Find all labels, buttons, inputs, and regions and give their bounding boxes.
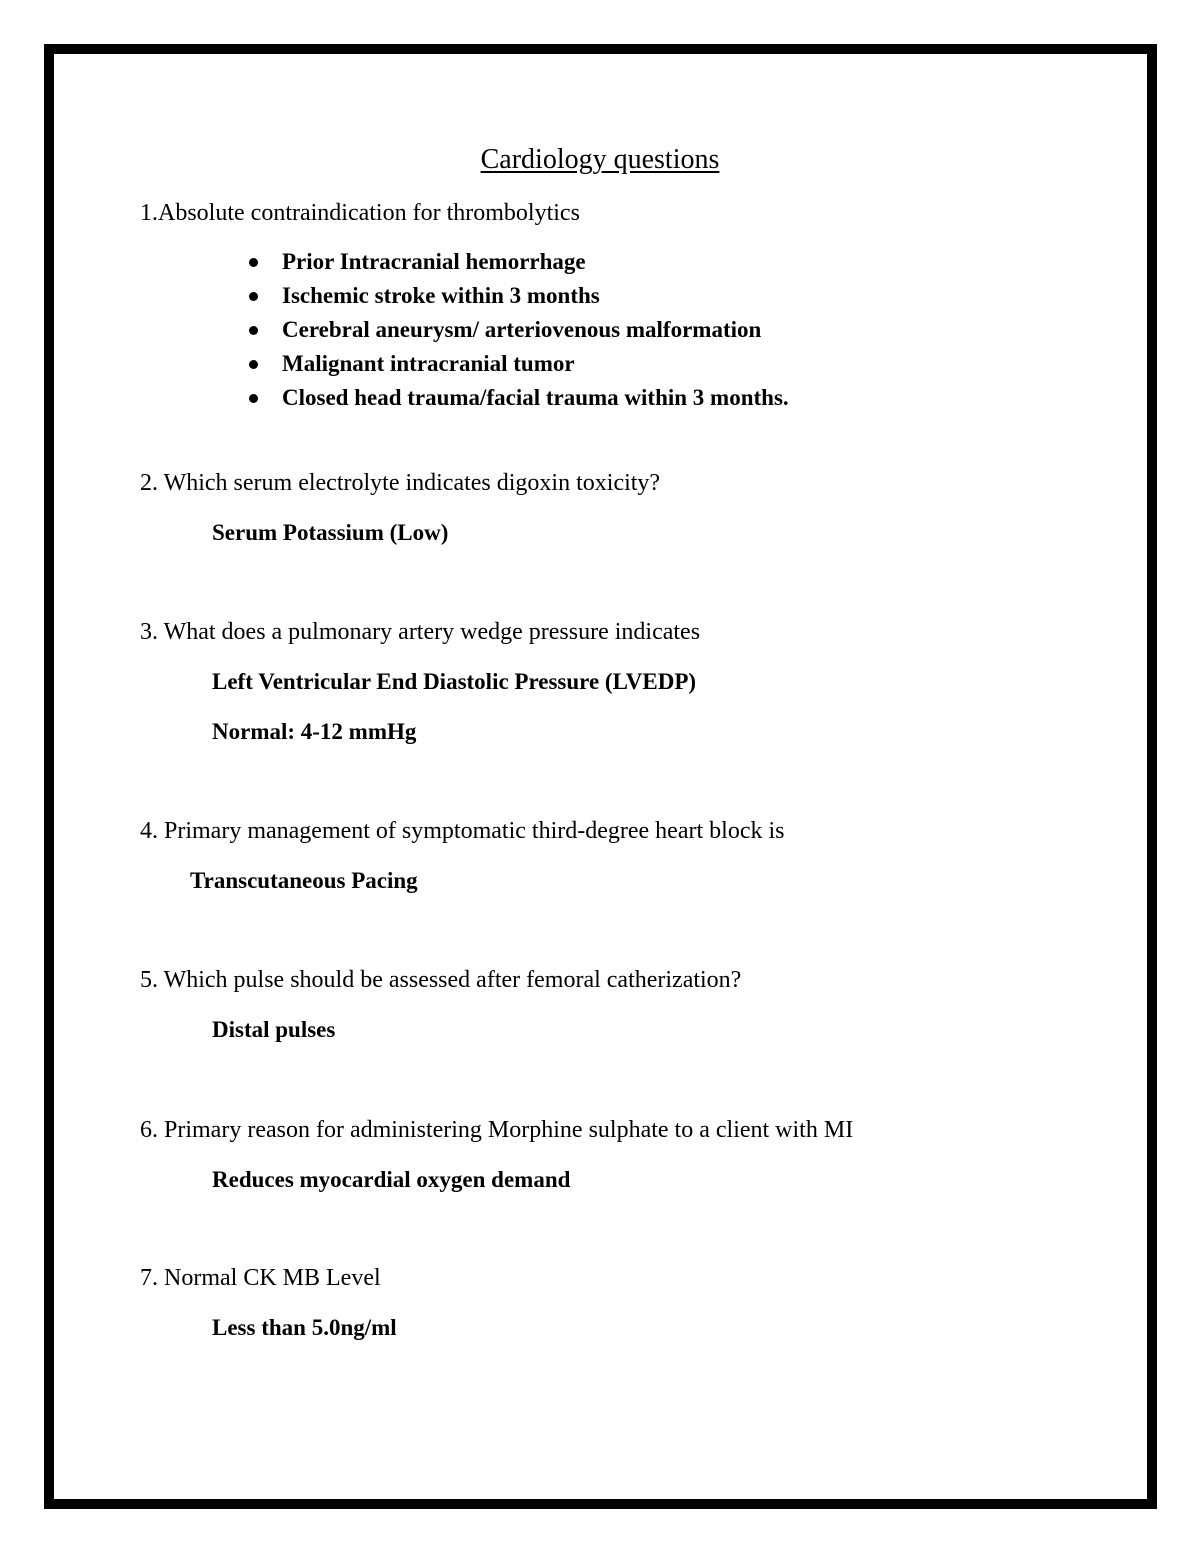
list-item-text: Malignant intracranial tumor [282, 351, 575, 376]
question-6: 6. Primary reason for administering Morphine sulphate to a client with MI [140, 1117, 854, 1143]
question-4: 4. Primary management of symptomatic third-degree heart block is [140, 818, 785, 844]
list-item-text: Prior Intracranial hemorrhage [282, 249, 586, 274]
list-item-text: Cerebral aneurysm/ arteriovenous malformation [282, 317, 762, 342]
answer-5: Distal pulses [212, 1017, 336, 1042]
document-title: Cardiology questions [480, 144, 720, 175]
answer-6: Reduces myocardial oxygen demand [212, 1167, 571, 1192]
answer-3-normal-range: Normal: 4-12 mmHg [212, 719, 417, 744]
list-item [244, 315, 789, 349]
list-item [244, 383, 789, 417]
list-item [244, 247, 789, 281]
question-1: 1.Absolute contraindication for thrombolytics [140, 200, 580, 226]
list-item [244, 349, 789, 383]
answer-3: Left Ventricular End Diastolic Pressure (LVEDP) [212, 669, 697, 694]
bullet-icon [249, 394, 258, 403]
bullet-icon [249, 326, 258, 335]
contraindication-list [244, 247, 789, 417]
question-2: 2. Which serum electrolyte indicates digoxin toxicity? [140, 470, 661, 496]
bullet-icon [249, 292, 258, 301]
bullet-icon [249, 258, 258, 267]
answer-4: Transcutaneous Pacing [190, 868, 418, 893]
question-7: 7. Normal CK MB Level [140, 1265, 381, 1291]
list-item-text: Closed head trauma/facial trauma within 3 months. [282, 385, 789, 410]
list-item [244, 281, 789, 315]
bullet-icon [249, 360, 258, 369]
question-5: 5. Which pulse should be assessed after femoral catherization? [140, 967, 742, 993]
question-3: 3. What does a pulmonary artery wedge pressure indicates [140, 619, 701, 645]
answer-2: Serum Potassium (Low) [212, 520, 449, 545]
answer-7: Less than 5.0ng/ml [212, 1315, 397, 1340]
list-item-text: Ischemic stroke within 3 months [282, 283, 600, 308]
